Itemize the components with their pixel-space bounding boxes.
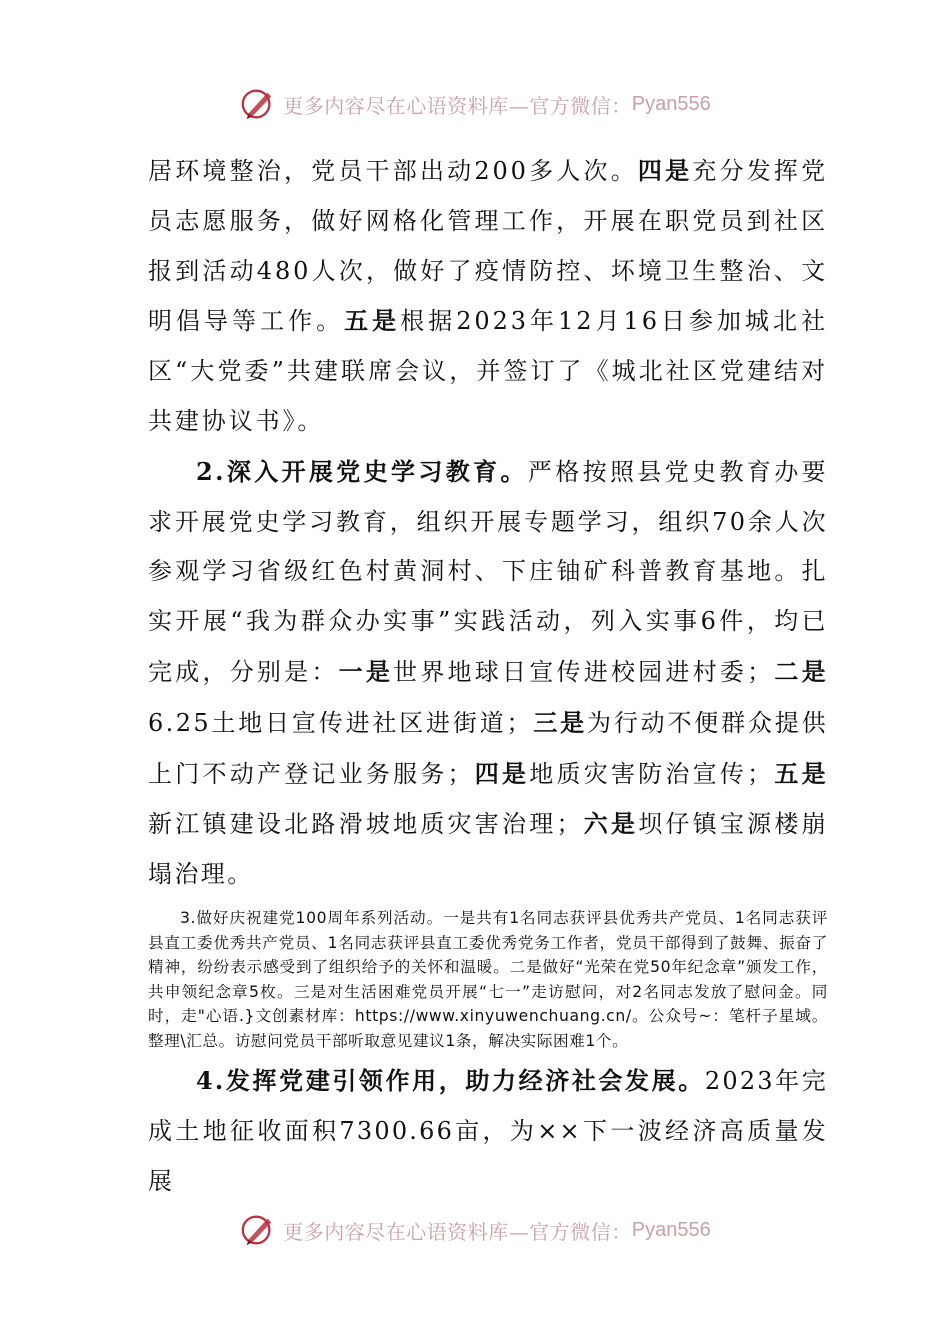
p2-text-7: 坝仔镇宝源楼崩塌治理。 (148, 810, 828, 889)
p2-text-3: 6.25土地日宣传进社区进街道； (148, 708, 533, 737)
watermark-wechat-id: Pyan556 (631, 1218, 711, 1241)
p1-bold-2: 五是 (344, 306, 401, 336)
watermark-text: 更多内容尽在心语资料库—官方微信： (283, 1219, 632, 1244)
document-body (148, 146, 828, 1206)
pen-logo-icon (239, 85, 277, 123)
footer-watermark (0, 1208, 950, 1252)
paragraph-4 (148, 1056, 828, 1206)
paragraph-2 (148, 447, 828, 900)
p2-text-2: 世界地球日宣传进校园进村委； (393, 657, 774, 686)
p2-text-5: 地质灾害防治宣传； (529, 759, 774, 788)
p1-text-2: 充分发挥党员志愿服务，做好网格化管理工作，开展在职党员到社区报到活动480人次，做好了疫情防控、坏境卫生整治、文明倡导等工作。 (148, 157, 828, 336)
paragraph-3: 3.做好庆祝建党100周年系列活动。一是共有1名同志获评县优秀共产党员、1名同志获评县直工委优秀共产党员、1名同志获评县直工委优秀党务工作者，党员干部得到了鼓舞、振奋了精神，纷纷表示感受到了组织给予的关怀和温暖。二是做好“光荣在党50年纪念章”颁发工作，共申领纪念章5枚。三是对生活困难党员开展“七一”走访慰问，对2名同志发放了慰问金。同时，走"心语.}文创素材库：https://www.xinyuwenchuang.cn/。公众号~：笔杆子星域。整理\汇总。访慰问党员干部听取意见建议1条，解决实际困难1个。 (148, 908, 828, 1050)
p2-bold-3: 三是 (532, 707, 587, 737)
p2-heading: 2.深入开展党史学习教育。 (196, 456, 528, 486)
watermark-wechat-id: Pyan556 (631, 92, 711, 115)
p2-text-6: 新江镇建设北路滑坡地质灾害治理； (148, 810, 583, 839)
p4-heading: 4.发挥党建引领作用，助力经济社会发展。 (196, 1065, 705, 1095)
p2-bold-5: 五是 (773, 758, 828, 788)
p2-bold-2: 二是 (773, 656, 828, 686)
p2-bold-4: 四是 (473, 758, 530, 788)
p2-text-1: 严格按照县党史教育办要求开展党史学习教育，组织开展专题学习，组织70余人次参观学习省级红色村黄洞村、下庄铀矿科普教育基地。扎实开展“我为群众办实事”实践活动，列入实事6件，均已完成，分别是： (148, 457, 828, 686)
p2-text-4: 为行动不便群众提供上门不动产登记业务服务； (148, 708, 828, 788)
p1-bold-1: 四是 (637, 156, 693, 185)
p4-text-1: 2023年完成土地征收面积7300.66亩，为××下一波经济高质量发展 (148, 1066, 828, 1195)
pen-logo-icon (239, 1211, 277, 1249)
header-watermark (0, 82, 950, 126)
p1-text-1: 居环境整治，党员干部出动200多人次。 (148, 157, 638, 185)
p1-text-3: 根据2023年12月16日参加城北社区“大党委”共建联席会议，并签订了《城北社区党建结对共建协议书》。 (148, 307, 828, 435)
watermark-text: 更多内容尽在心语资料库—官方微信： (283, 93, 632, 118)
paragraph-1 (148, 146, 828, 447)
p2-bold-6: 六是 (582, 809, 639, 839)
p2-bold-1: 一是 (338, 656, 394, 686)
